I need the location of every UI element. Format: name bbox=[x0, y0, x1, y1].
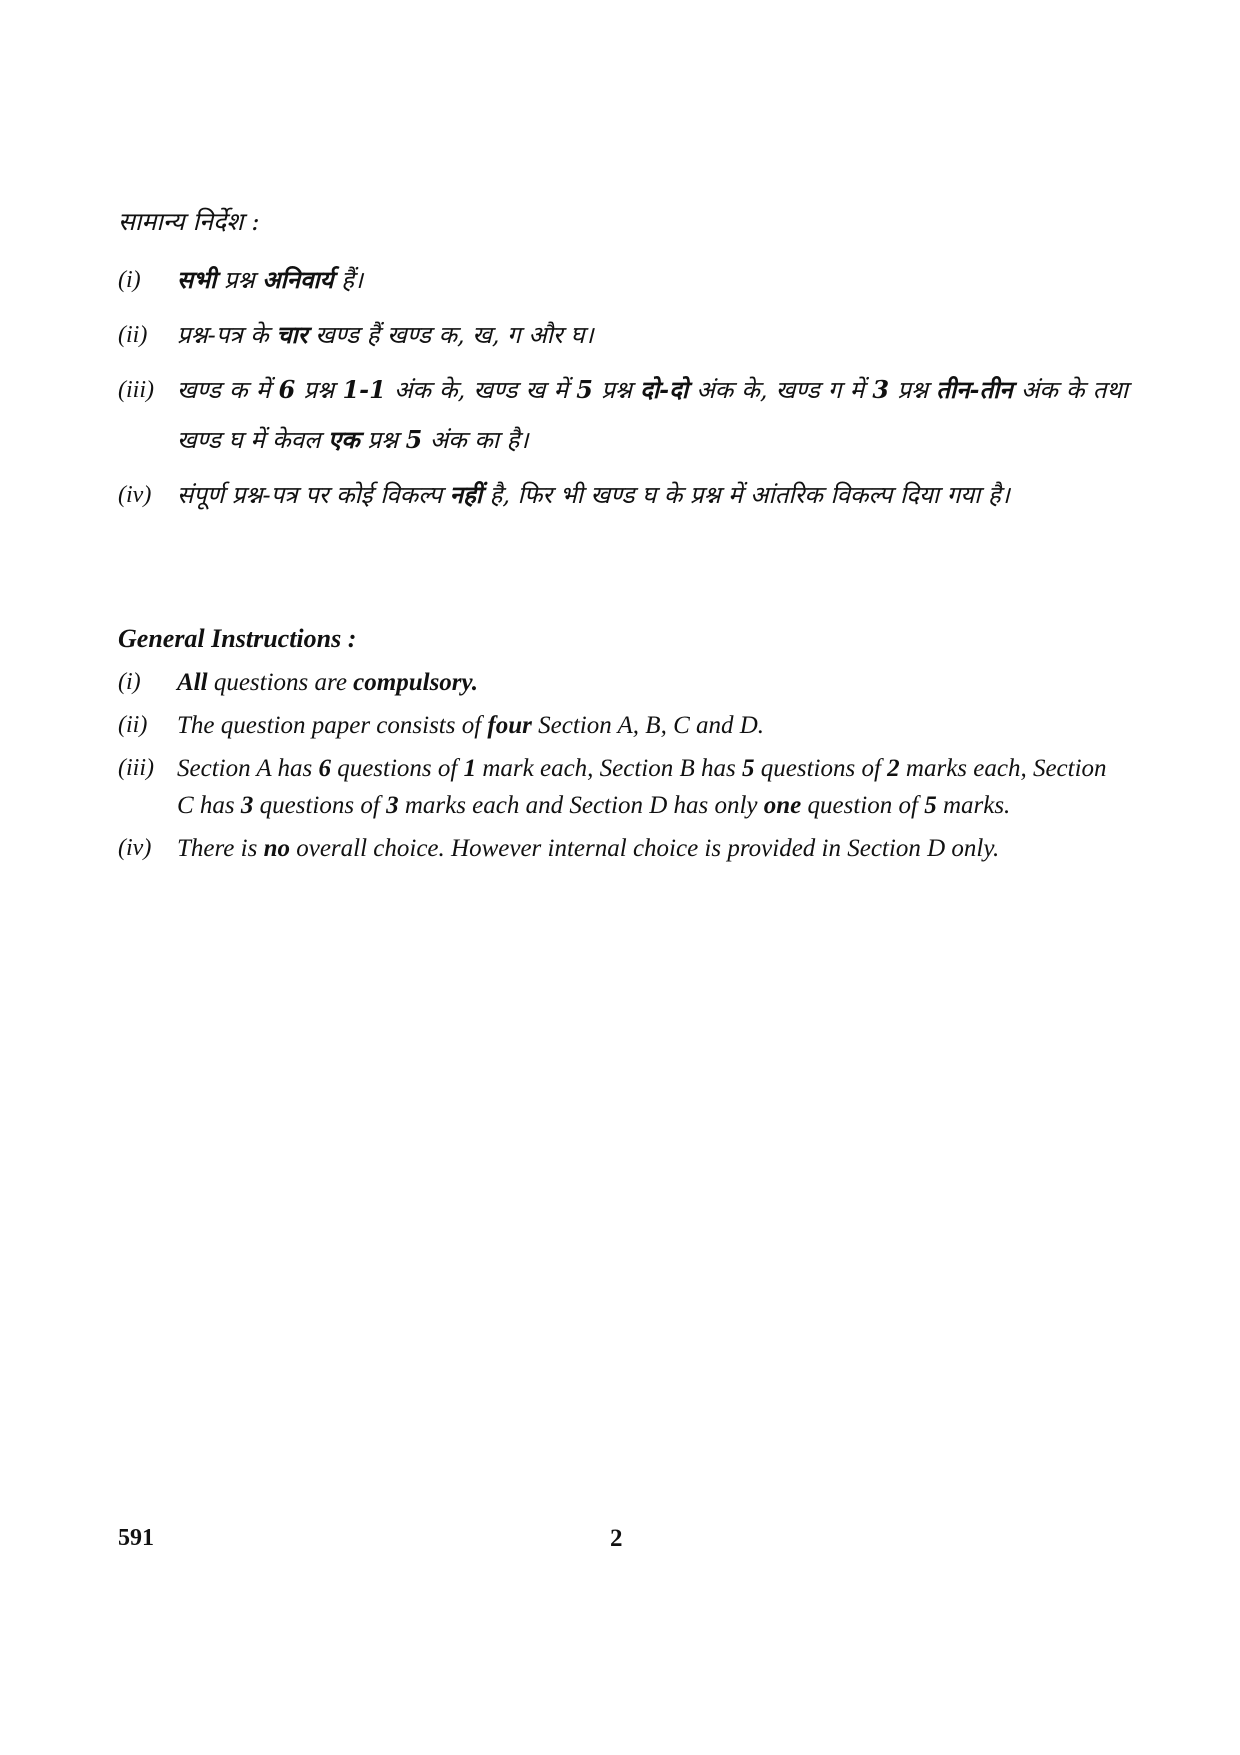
instruction-text bbox=[177, 830, 1128, 867]
body-text: अंक के, खण्ड ग में bbox=[688, 376, 873, 404]
body-text: संपूर्ण प्रश्न-पत्र पर कोई विकल्प bbox=[177, 481, 450, 509]
instruction-number: (ii) bbox=[118, 322, 148, 348]
emphasis-text: अनिवार्य bbox=[262, 265, 334, 294]
body-text: questions of bbox=[330, 755, 464, 782]
instruction-text bbox=[177, 365, 1128, 465]
body-text: mark each, Section B has bbox=[476, 755, 742, 782]
body-text: marks. bbox=[936, 792, 1011, 819]
instruction-number: (i) bbox=[118, 267, 141, 293]
emphasis-text: 5 bbox=[576, 375, 593, 404]
emphasis-text: चार bbox=[276, 320, 308, 349]
body-text: अंक के तथा खण्ड घ में केवल bbox=[177, 376, 1129, 454]
instruction-item bbox=[118, 255, 1128, 305]
body-text: Section A, B, C and D. bbox=[531, 712, 765, 739]
emphasis-text: सभी bbox=[177, 265, 217, 294]
body-text: questions are bbox=[207, 669, 354, 696]
emphasis-text: एक bbox=[327, 425, 360, 454]
instruction-number: (iii) bbox=[118, 755, 154, 781]
emphasis-text: 1-1 bbox=[342, 375, 386, 404]
emphasis-text: no bbox=[263, 835, 290, 862]
body-text: अंक का है। bbox=[422, 426, 529, 454]
instruction-text bbox=[177, 707, 1128, 744]
emphasis-text: compulsory. bbox=[353, 669, 478, 696]
instruction-item bbox=[118, 664, 1128, 701]
emphasis-text: 5 bbox=[405, 425, 423, 454]
body-text: प्रश्न bbox=[359, 426, 406, 454]
english-instructions bbox=[118, 622, 1128, 873]
instruction-item bbox=[118, 365, 1128, 465]
emphasis-text: नहीं bbox=[449, 480, 483, 509]
instruction-item bbox=[118, 830, 1128, 867]
emphasis-text: दो-दो bbox=[640, 375, 689, 404]
instruction-number: (iv) bbox=[118, 482, 152, 508]
emphasis-text: तीन-तीन bbox=[936, 375, 1013, 404]
body-text: खण्ड क में bbox=[177, 376, 279, 404]
english-instruction-list bbox=[118, 664, 1128, 867]
body-text: The question paper consists of bbox=[177, 712, 488, 739]
hindi-heading: सामान्य निर्देश : bbox=[118, 207, 260, 236]
body-text: प्रश्न bbox=[592, 376, 641, 404]
body-text: marks each, Section C has bbox=[177, 755, 1107, 819]
instruction-item bbox=[118, 310, 1128, 360]
emphasis-text: 3 bbox=[240, 792, 254, 819]
body-text: questions of bbox=[754, 755, 888, 782]
body-text: questions of bbox=[253, 792, 387, 819]
body-text: प्रश्न bbox=[216, 266, 263, 294]
emphasis-text: four bbox=[487, 712, 532, 739]
instruction-item bbox=[118, 707, 1128, 744]
instruction-text bbox=[177, 470, 1128, 520]
instruction-item bbox=[118, 750, 1128, 824]
body-text: हैं। bbox=[333, 266, 364, 294]
instruction-number: (iv) bbox=[118, 835, 152, 861]
emphasis-text: 5 bbox=[742, 755, 755, 782]
instruction-number: (iii) bbox=[118, 377, 154, 403]
instruction-number: (i) bbox=[118, 669, 141, 695]
instruction-text bbox=[177, 255, 1128, 305]
instruction-text bbox=[177, 750, 1128, 824]
emphasis-text: 5 bbox=[924, 792, 937, 819]
hindi-instruction-list bbox=[118, 255, 1128, 520]
emphasis-text: 6 bbox=[278, 375, 296, 404]
emphasis-text: one bbox=[763, 792, 802, 819]
body-text: overall choice. However internal choice is provided in Section D only. bbox=[289, 835, 1000, 862]
body-text: खण्ड हैं खण्ड क, ख, ग और घ। bbox=[307, 321, 594, 349]
english-heading: General Instructions : bbox=[118, 624, 357, 653]
hindi-instructions bbox=[118, 205, 1128, 525]
body-text: अंक के, खण्ड ख में bbox=[385, 376, 577, 404]
paper-code: 591 bbox=[118, 1525, 154, 1551]
body-text: Section A has bbox=[177, 755, 319, 782]
body-text: प्रश्न-पत्र के bbox=[177, 321, 277, 349]
body-text: question of bbox=[801, 792, 925, 819]
body-text: प्रश्न bbox=[295, 376, 343, 404]
emphasis-text: 2 bbox=[887, 755, 900, 782]
emphasis-text: 6 bbox=[318, 755, 331, 782]
body-text: There is bbox=[177, 835, 264, 862]
emphasis-text: 1 bbox=[463, 755, 477, 782]
instruction-text bbox=[177, 664, 1128, 701]
body-text: है, फिर भी खण्ड घ के प्रश्न में आंतरिक विकल्प दिया गया है। bbox=[482, 481, 1010, 509]
instruction-number: (ii) bbox=[118, 712, 148, 738]
instruction-text bbox=[177, 310, 1128, 360]
body-text: प्रश्न bbox=[889, 376, 937, 404]
emphasis-text: 3 bbox=[872, 375, 890, 404]
body-text: marks each and Section D has only bbox=[398, 792, 764, 819]
instruction-item bbox=[118, 470, 1128, 520]
page-number: 2 bbox=[610, 1525, 623, 1552]
emphasis-text: 3 bbox=[386, 792, 399, 819]
emphasis-text: All bbox=[177, 669, 208, 696]
